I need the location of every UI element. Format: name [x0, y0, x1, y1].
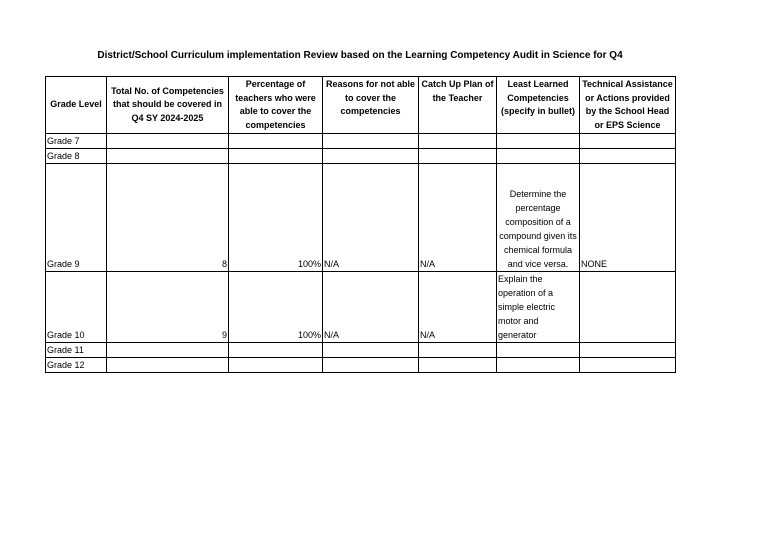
reasons-cell: N/A	[323, 164, 419, 272]
catch-up-cell: N/A	[419, 164, 497, 272]
header-least-learned: Least Learned Competencies (specify in bullet)	[497, 77, 580, 134]
catch-up-cell	[419, 358, 497, 373]
total-cell	[107, 358, 229, 373]
technical-assistance-cell	[580, 134, 676, 149]
audit-table	[45, 76, 676, 373]
technical-assistance-cell	[580, 343, 676, 358]
least-learned-cell: Explain the operation of a simple electric motor and generator	[497, 272, 580, 343]
total-cell	[107, 134, 229, 149]
page-title: District/School Curriculum implementation Review based on the Learning Competency Audit in Science for Q4	[97, 50, 623, 61]
catch-up-cell	[419, 134, 497, 149]
percentage-cell	[229, 149, 323, 164]
table-row	[46, 134, 676, 149]
table-row	[46, 149, 676, 164]
header-grade-level: Grade Level	[46, 77, 107, 134]
catch-up-cell: N/A	[419, 272, 497, 343]
reasons-cell	[323, 358, 419, 373]
percentage-cell	[229, 358, 323, 373]
technical-assistance-cell	[580, 358, 676, 373]
technical-assistance-cell	[580, 272, 676, 343]
grade-cell: Grade 11	[46, 343, 107, 358]
least-learned-cell	[497, 343, 580, 358]
reasons-cell: N/A	[323, 272, 419, 343]
table-row	[46, 358, 676, 373]
header-technical-assistance: Technical Assistance or Actions provided by the School Head or EPS Science	[580, 77, 676, 134]
header-catch-up: Catch Up Plan of the Teacher	[419, 77, 497, 134]
header-percentage: Percentage of teachers who were able to cover the competencies	[229, 77, 323, 134]
percentage-cell: 100%	[229, 164, 323, 272]
percentage-cell: 100%	[229, 272, 323, 343]
percentage-cell	[229, 134, 323, 149]
grade-cell: Grade 8	[46, 149, 107, 164]
reasons-cell	[323, 149, 419, 164]
least-learned-cell: Determine the percentage composition of a compound given its chemical formula and vice versa.	[497, 164, 580, 272]
least-learned-cell	[497, 358, 580, 373]
total-cell: 9	[107, 272, 229, 343]
percentage-cell	[229, 343, 323, 358]
least-learned-cell	[497, 149, 580, 164]
table-row	[46, 272, 676, 343]
total-cell	[107, 149, 229, 164]
table-row	[46, 164, 676, 272]
grade-cell: Grade 12	[46, 358, 107, 373]
technical-assistance-cell	[580, 149, 676, 164]
grade-cell: Grade 7	[46, 134, 107, 149]
catch-up-cell	[419, 343, 497, 358]
total-cell	[107, 343, 229, 358]
header-reasons: Reasons for not able to cover the competencies	[323, 77, 419, 134]
catch-up-cell	[419, 149, 497, 164]
reasons-cell	[323, 134, 419, 149]
technical-assistance-cell: NONE	[580, 164, 676, 272]
grade-cell: Grade 10	[46, 272, 107, 343]
header-total-competencies: Total No. of Competencies that should be covered in Q4 SY 2024-2025	[107, 77, 229, 134]
grade-cell: Grade 9	[46, 164, 107, 272]
least-learned-cell	[497, 134, 580, 149]
table-row	[46, 343, 676, 358]
header-row	[46, 77, 676, 134]
total-cell: 8	[107, 164, 229, 272]
reasons-cell	[323, 343, 419, 358]
